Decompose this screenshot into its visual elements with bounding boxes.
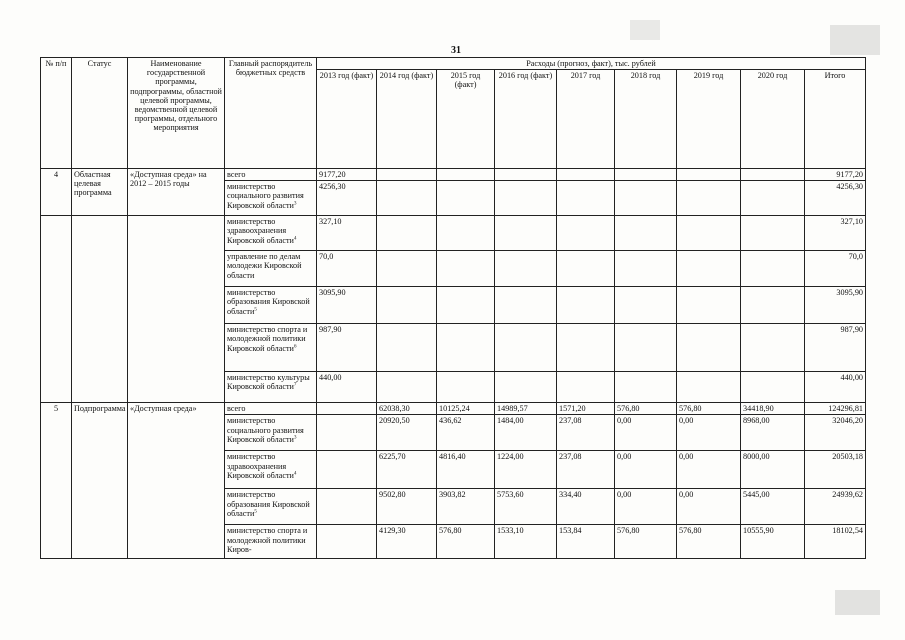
- scan-noise: [830, 25, 880, 55]
- value-cell: 3903,82: [437, 489, 495, 525]
- value-cell: 9177,20: [317, 169, 377, 181]
- value-cell: [495, 372, 557, 403]
- value-cell: [377, 181, 437, 216]
- total-cell: 9177,20: [805, 169, 866, 181]
- value-cell: [317, 489, 377, 525]
- total-cell: 32046,20: [805, 415, 866, 451]
- value-cell: 9502,80: [377, 489, 437, 525]
- value-cell: 1533,10: [495, 525, 557, 559]
- value-cell: [615, 324, 677, 372]
- value-cell: [377, 251, 437, 287]
- row-num: 5: [41, 403, 72, 559]
- value-cell: 0,00: [615, 451, 677, 489]
- value-cell: [557, 251, 615, 287]
- value-cell: [741, 324, 805, 372]
- value-cell: [437, 251, 495, 287]
- value-cell: [495, 169, 557, 181]
- value-cell: 20920,50: [377, 415, 437, 451]
- executor-cell: [225, 324, 317, 372]
- total-cell: 24939,62: [805, 489, 866, 525]
- value-cell: [677, 169, 741, 181]
- executor-cell: [225, 403, 317, 415]
- footnote-mark: 4: [293, 235, 297, 241]
- value-cell: 237,08: [557, 415, 615, 451]
- row-status: Областная целевая программа: [72, 169, 128, 216]
- table-row: [41, 216, 866, 251]
- value-cell: 8968,00: [741, 415, 805, 451]
- value-cell: 10555,90: [741, 525, 805, 559]
- value-cell: [317, 403, 377, 415]
- footnote-mark: 3: [293, 200, 297, 206]
- executor-name: министерство здравоохранения Кировской области: [227, 452, 294, 480]
- col-year-header: 2019 год: [677, 70, 741, 169]
- value-cell: 576,80: [677, 403, 741, 415]
- executor-cell: [225, 489, 317, 525]
- value-cell: [557, 169, 615, 181]
- total-cell: 124296,81: [805, 403, 866, 415]
- value-cell: 14989,57: [495, 403, 557, 415]
- value-cell: 70,0: [317, 251, 377, 287]
- executor-name: министерство образования Кировской области: [227, 288, 310, 316]
- col-total-header: Итого: [805, 70, 866, 169]
- table-row: [41, 169, 866, 181]
- value-cell: [377, 216, 437, 251]
- value-cell: [615, 216, 677, 251]
- footnote-mark: 4: [293, 471, 297, 477]
- value-cell: [377, 287, 437, 324]
- value-cell: [677, 372, 741, 403]
- value-cell: [437, 169, 495, 181]
- value-cell: [437, 324, 495, 372]
- value-cell: 576,80: [437, 525, 495, 559]
- total-cell: 70,0: [805, 251, 866, 287]
- value-cell: 3095,90: [317, 287, 377, 324]
- row-num: 4: [41, 169, 72, 216]
- row-name: «Доступная среда» на 2012 – 2015 годы: [128, 169, 225, 216]
- value-cell: [615, 181, 677, 216]
- section-4: [41, 169, 866, 403]
- value-cell: 62038,30: [377, 403, 437, 415]
- footnote-mark: 6: [293, 343, 297, 349]
- budget-table: [40, 57, 866, 559]
- value-cell: [615, 372, 677, 403]
- value-cell: [615, 287, 677, 324]
- value-cell: [557, 216, 615, 251]
- value-cell: [677, 324, 741, 372]
- value-cell: [741, 181, 805, 216]
- value-cell: 0,00: [677, 451, 741, 489]
- col-year-header: 2016 год (факт): [495, 70, 557, 169]
- value-cell: [317, 415, 377, 451]
- executor-cell: [225, 415, 317, 451]
- value-cell: 5445,00: [741, 489, 805, 525]
- value-cell: [437, 181, 495, 216]
- executor-name: министерство культуры Кировской области: [227, 373, 310, 392]
- value-cell: 440,00: [317, 372, 377, 403]
- row-num-continued: [41, 216, 72, 403]
- executor-cell: [225, 372, 317, 403]
- value-cell: [437, 216, 495, 251]
- value-cell: [741, 287, 805, 324]
- value-cell: 4816,40: [437, 451, 495, 489]
- value-cell: 237,08: [557, 451, 615, 489]
- col-year-header: 2018 год: [615, 70, 677, 169]
- executor-name: министерство социального развития Кировской области: [227, 416, 304, 444]
- col-status-header: Статус: [72, 58, 128, 169]
- value-cell: 327,10: [317, 216, 377, 251]
- total-cell: 20503,18: [805, 451, 866, 489]
- value-cell: [741, 372, 805, 403]
- value-cell: [557, 287, 615, 324]
- col-expenses-header: Расходы (прогноз, факт), тыс. рублей: [317, 58, 866, 70]
- value-cell: [557, 324, 615, 372]
- scan-noise: [630, 20, 660, 40]
- value-cell: 0,00: [615, 415, 677, 451]
- executor-name: министерство спорта и молодежной политики Киров-: [227, 526, 308, 554]
- value-cell: [741, 169, 805, 181]
- value-cell: [677, 251, 741, 287]
- col-year-header: 2020 год: [741, 70, 805, 169]
- value-cell: 8000,00: [741, 451, 805, 489]
- value-cell: [557, 372, 615, 403]
- value-cell: [495, 324, 557, 372]
- col-num-header: № п/п: [41, 58, 72, 169]
- value-cell: [317, 451, 377, 489]
- table-row: [41, 403, 866, 415]
- value-cell: 34418,90: [741, 403, 805, 415]
- value-cell: 576,80: [615, 403, 677, 415]
- value-cell: 0,00: [677, 415, 741, 451]
- row-status-continued: [72, 216, 128, 403]
- row-name-continued: [128, 216, 225, 403]
- value-cell: [377, 372, 437, 403]
- value-cell: 0,00: [677, 489, 741, 525]
- value-cell: 0,00: [615, 489, 677, 525]
- header-row-1: [41, 58, 866, 70]
- value-cell: 5753,60: [495, 489, 557, 525]
- total-cell: 3095,90: [805, 287, 866, 324]
- value-cell: 1484,00: [495, 415, 557, 451]
- section-5: [41, 403, 866, 559]
- col-year-header: 2013 год (факт): [317, 70, 377, 169]
- executor-cell: [225, 181, 317, 216]
- value-cell: [741, 216, 805, 251]
- executor-cell: [225, 169, 317, 181]
- executor-cell: [225, 525, 317, 559]
- value-cell: [741, 251, 805, 287]
- executor-name: министерство образования Кировской области: [227, 490, 310, 518]
- executor-cell: [225, 216, 317, 251]
- value-cell: 1571,20: [557, 403, 615, 415]
- value-cell: [615, 169, 677, 181]
- footnote-mark: 7: [293, 382, 297, 388]
- col-year-header: 2017 год: [557, 70, 615, 169]
- executor-name: управление по делам молодежи Кировской области: [227, 252, 302, 280]
- value-cell: 10125,24: [437, 403, 495, 415]
- value-cell: 576,80: [615, 525, 677, 559]
- footnote-mark: 3: [293, 435, 297, 441]
- value-cell: 576,80: [677, 525, 741, 559]
- value-cell: 4256,30: [317, 181, 377, 216]
- value-cell: [437, 287, 495, 324]
- footnote-mark: 5: [254, 306, 257, 312]
- value-cell: [377, 169, 437, 181]
- row-name: «Доступная среда»: [128, 403, 225, 559]
- row-status: Подпрограмма: [72, 403, 128, 559]
- executor-cell: [225, 287, 317, 324]
- executor-cell: [225, 451, 317, 489]
- value-cell: [677, 181, 741, 216]
- value-cell: [495, 181, 557, 216]
- col-year-header: 2014 год (факт): [377, 70, 437, 169]
- value-cell: 4129,30: [377, 525, 437, 559]
- value-cell: [677, 287, 741, 324]
- scan-noise: [835, 590, 880, 615]
- value-cell: [495, 216, 557, 251]
- executor-name: министерство здравоохранения Кировской области: [227, 217, 294, 245]
- value-cell: 334,40: [557, 489, 615, 525]
- value-cell: 436,62: [437, 415, 495, 451]
- executor-name: всего: [227, 170, 246, 179]
- total-cell: 327,10: [805, 216, 866, 251]
- executor-name: министерство социального развития Кировской области: [227, 182, 304, 210]
- value-cell: 6225,70: [377, 451, 437, 489]
- value-cell: 987,90: [317, 324, 377, 372]
- executor-name: всего: [227, 404, 246, 414]
- col-year-header: 2015 год (факт): [437, 70, 495, 169]
- value-cell: 1224,00: [495, 451, 557, 489]
- page-number: 31: [451, 45, 461, 56]
- value-cell: [437, 372, 495, 403]
- value-cell: [495, 251, 557, 287]
- executor-name: министерство спорта и молодежной политики Кировской области: [227, 325, 308, 353]
- total-cell: 4256,30: [805, 181, 866, 216]
- total-cell: 18102,54: [805, 525, 866, 559]
- footnote-mark: 5: [254, 509, 257, 515]
- value-cell: [377, 324, 437, 372]
- value-cell: 153,84: [557, 525, 615, 559]
- value-cell: [677, 216, 741, 251]
- value-cell: [317, 525, 377, 559]
- total-cell: 987,90: [805, 324, 866, 372]
- value-cell: [615, 251, 677, 287]
- col-name-header: Наименование государственной программы, подпрограммы, областной целевой программы, ведомственной целевой программы, отдельного мероприятия: [128, 58, 225, 169]
- value-cell: [557, 181, 615, 216]
- col-executor-header: Главный распорядитель бюджетных средств: [225, 58, 317, 169]
- value-cell: [495, 287, 557, 324]
- total-cell: 440,00: [805, 372, 866, 403]
- executor-cell: [225, 251, 317, 287]
